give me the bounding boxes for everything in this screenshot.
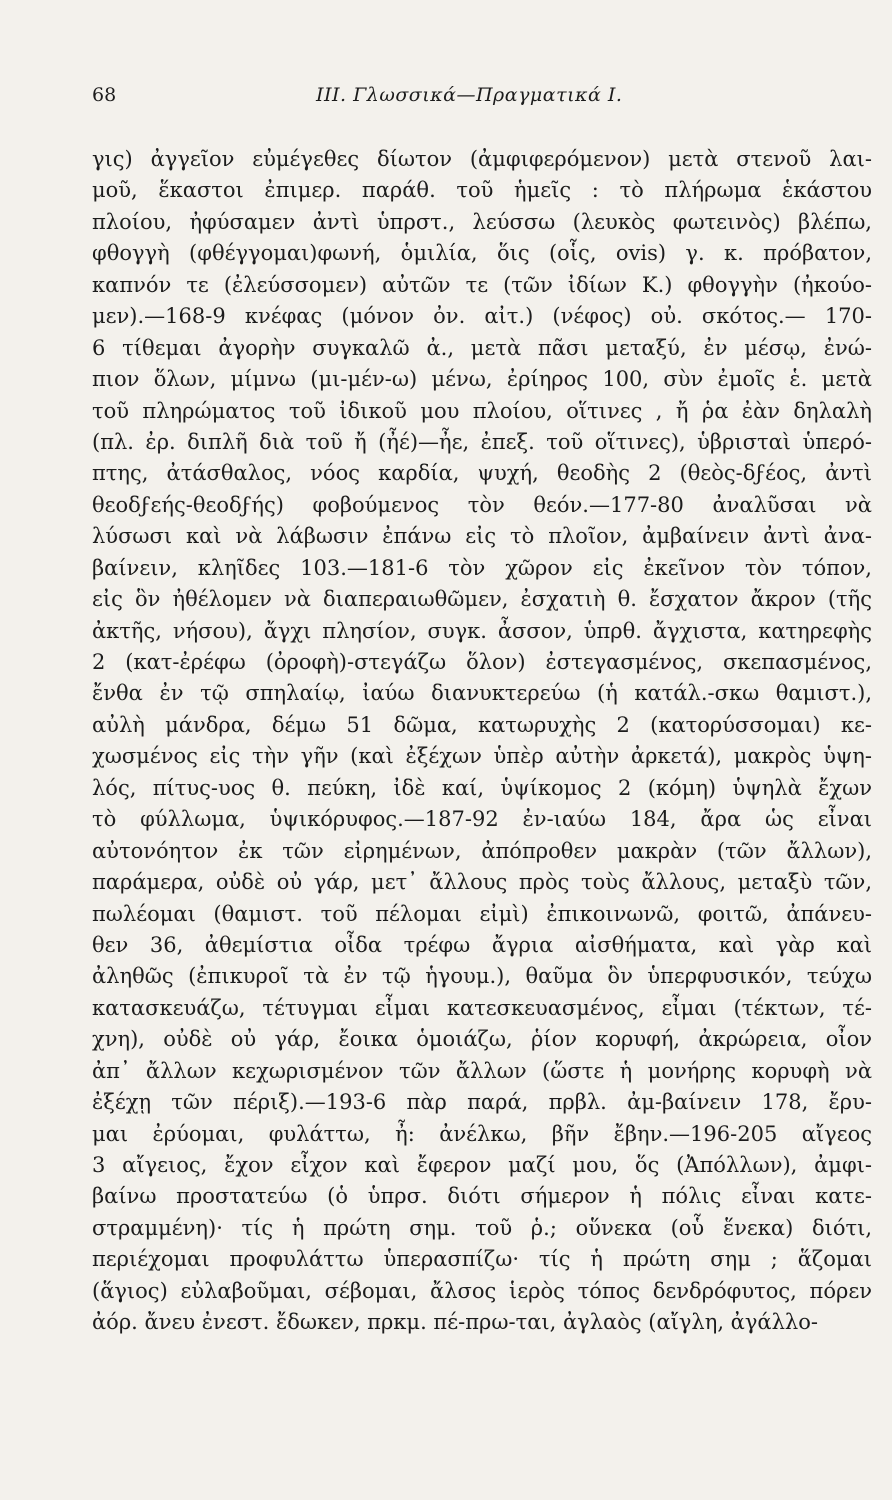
text-line: γις) ἀγγεῖον εὐμέγεθες δίωτον (ἀμφιφερόμενον) μετὰ στενοῦ λαι- (92, 147, 872, 171)
text-line: 3 αἴγειος, ἔχον εἶχον καὶ ἔφερον μαζί μου, ὅς (Ἀπόλλων), ἀμφι- (92, 1153, 872, 1177)
text-line: μοῦ, ἕκαστοι ἐπιμερ. παράθ. τοῦ ἡμεῖς : τὸ πλήρωμα ἑκάστου (92, 178, 872, 203)
text-line: θεοδϝεής-θεοδϝής) φοβούμενος τὸν θεόν.—177-80 ἀναλῦσαι νὰ (92, 492, 872, 517)
text-line: ἀληθῶς (ἐπικυροῖ τὰ ἐν τῷ ἡγουμ.), θαῦμα ὃν ὑπερφυσικόν, τεύχω (92, 964, 872, 989)
text-line: (ἅγιος) εὐλαβοῦμαι, σέβομαι, ἄλσος ἱερὸς τόπος δενδρόφυτος, πόρεν (92, 1278, 872, 1303)
page-header (92, 84, 852, 114)
text-line: ἀόρ. ἄνευ ἐνεστ. ἔδωκεν, πρκμ. πέ-πρω-ται, ἀγλαὸς (αἴγλη, ἀγάλλο- (92, 1310, 818, 1335)
text-line: αὐλὴ μάνδρα, δέμω 51 δῶμα, κατωρυχὴς 2 (κατορύσσομαι) κε- (92, 712, 872, 737)
text-line: χνη), οὐδὲ οὐ γάρ, ἔοικα ὁμοιάζω, ῥίον κορυφή, ἀκρώρεια, οἶον (92, 1027, 872, 1052)
text-line: ἀκτῆς, νήσου), ἄγχι πλησίον, συγκ. ἆσσον, ὑπρθ. ἄγχιστα, κατηρεφὴς (92, 618, 872, 643)
commentary-text (92, 144, 872, 1339)
text-line: πιον ὅλων, μίμνω (μι-μέν-ω) μένω, ἐρίηρος 100, σὺν ἐμοῖς ἑ. μετὰ (92, 367, 872, 392)
page-number: 68 (92, 84, 117, 106)
text-line: φθογγὴ (φθέγγομαι)φωνή, ὁμιλία, ὅις (οἷς, ovis) γ. κ. πρόβατον, (92, 241, 872, 266)
text-line: τὸ φύλλωμα, ὑψικόρυφος.—187-92 ἐν-ιαύω 184, ἄρα ὡς εἶναι (92, 807, 872, 832)
text-line: κατασκευάζω, τέτυγμαι εἶμαι κατεσκευασμένος, εἶμαι (τέκτων, τέ- (92, 995, 872, 1020)
text-line: περιέχομαι προφυλάττω ὑπερασπίζω· τίς ἡ πρώτη σημ ; ἅζομαι (92, 1247, 872, 1272)
text-line: παράμερα, οὐδὲ οὐ γάρ, μετ᾿ ἄλλους πρὸς τοὺς ἄλλους, μεταξὺ τῶν, (92, 870, 872, 895)
text-line: τοῦ πληρώματος τοῦ ἰδικοῦ μου πλοίου, οἵτινες , ἤ ῥα ἐὰν δηλαλὴ (92, 398, 872, 423)
text-line: ἐξέχῃ τῶν πέριξ).—193-6 πὰρ παρά, πρβλ. ἀμ-βαίνειν 178, ἔρυ- (92, 1090, 872, 1115)
text-line: πτης, ἀτάσθαλος, νόος καρδία, ψυχή, θεοδὴς 2 (θεὸς-δϝέος, ἀντὶ (92, 461, 872, 486)
text-line: 2 (κατ-ἐρέφω (ὀροφὴ)-στεγάζω ὅλον) ἐστεγασμένος, σκεπασμένος, (92, 650, 872, 674)
text-line: βαίνειν, κληῖδες 103.—181-6 τὸν χῶρον εἰς ἐκεῖνον τὸν τόπον, (92, 555, 872, 580)
text-line: (πλ. ἐρ. διπλῆ διὰ τοῦ ἤ (ἦέ)—ἦε, ἐπεξ. τοῦ οἵτινες), ὑβρισταὶ ὑπερό- (92, 429, 872, 454)
text-line: λύσωσι καὶ νὰ λάβωσιν ἐπάνω εἰς τὸ πλοῖον, ἀμβαίνειν ἀντὶ ἀνα- (92, 524, 872, 549)
text-line: χωσμένος εἰς τὴν γῆν (καὶ ἐξέχων ὑπὲρ αὐτὴν ἀρκετά), μακρὸς ὑψη- (92, 744, 872, 769)
text-line: ἔνθα ἐν τῷ σπηλαίῳ, ἰαύω διανυκτερεύω (ἡ κατάλ.-σκω θαμιστ.), (92, 681, 872, 706)
text-line: καπνόν τε (ἐλεύσσομεν) αὐτῶν τε (τῶν ἰδίων Κ.) φθογγὴν (ἠκούο- (92, 272, 872, 297)
text-line: λός, πίτυς-υος θ. πεύκη, ἰδὲ καί, ὑψίκομος 2 (κόμη) ὑψηλὰ ἔχων (92, 775, 872, 800)
running-title: III. Γλωσσικά—Πραγματικά Ι. (316, 84, 623, 106)
text-line: πωλέομαι (θαμιστ. τοῦ πέλομαι εἰμὶ) ἐπικοινωνῶ, φοιτῶ, ἀπάνευ- (92, 901, 872, 926)
text-line: θεν 36, ἀθεμίστια οἶδα τρέφω ἄγρια αἰσθήματα, καὶ γὰρ καὶ (92, 932, 872, 957)
text-line: μαι ἐρύομαι, φυλάττω, ἦ: ἀνέλκω, βῆν ἔβην.—196-205 αἴγεος (92, 1121, 872, 1146)
text-line: μεν).—168-9 κνέφας (μόνον ὀν. αἰτ.) (νέφος) οὐ. σκότος.— 170- (92, 304, 872, 329)
text-line: ἀπ᾿ ἄλλων κεχωρισμένον τῶν ἄλλων (ὥστε ἡ μονήρης κορυφὴ νὰ (92, 1058, 872, 1083)
text-line: στραμμένη)· τίς ἡ πρώτη σημ. τοῦ ῥ.; οὕνεκα (οὗ ἕνεκα) διότι, (92, 1215, 872, 1240)
text-line: πλοίου, ἠφύσαμεν ἀντὶ ὑπρστ., λεύσσω (λευκὸς φωτεινὸς) βλέπω, (92, 209, 872, 234)
text-line: εἰς ὃν ἠθέλομεν νὰ διαπεραιωθῶμεν, ἐσχατιὴ θ. ἔσχατον ἄκρον (τῆς (92, 587, 872, 612)
text-line: 6 τίθεμαι ἀγορὴν συγκαλῶ ἀ., μετὰ πᾶσι μεταξύ, ἐν μέσῳ, ἐνώ- (92, 335, 872, 360)
text-line: βαίνω προστατεύω (ὁ ὑπρσ. διότι σήμερον ἡ πόλις εἶναι κατε- (92, 1184, 872, 1209)
text-line: αὐτονόητον ἐκ τῶν εἰρημένων, ἀπόπροθεν μακρὰν (τῶν ἄλλων), (92, 838, 872, 863)
